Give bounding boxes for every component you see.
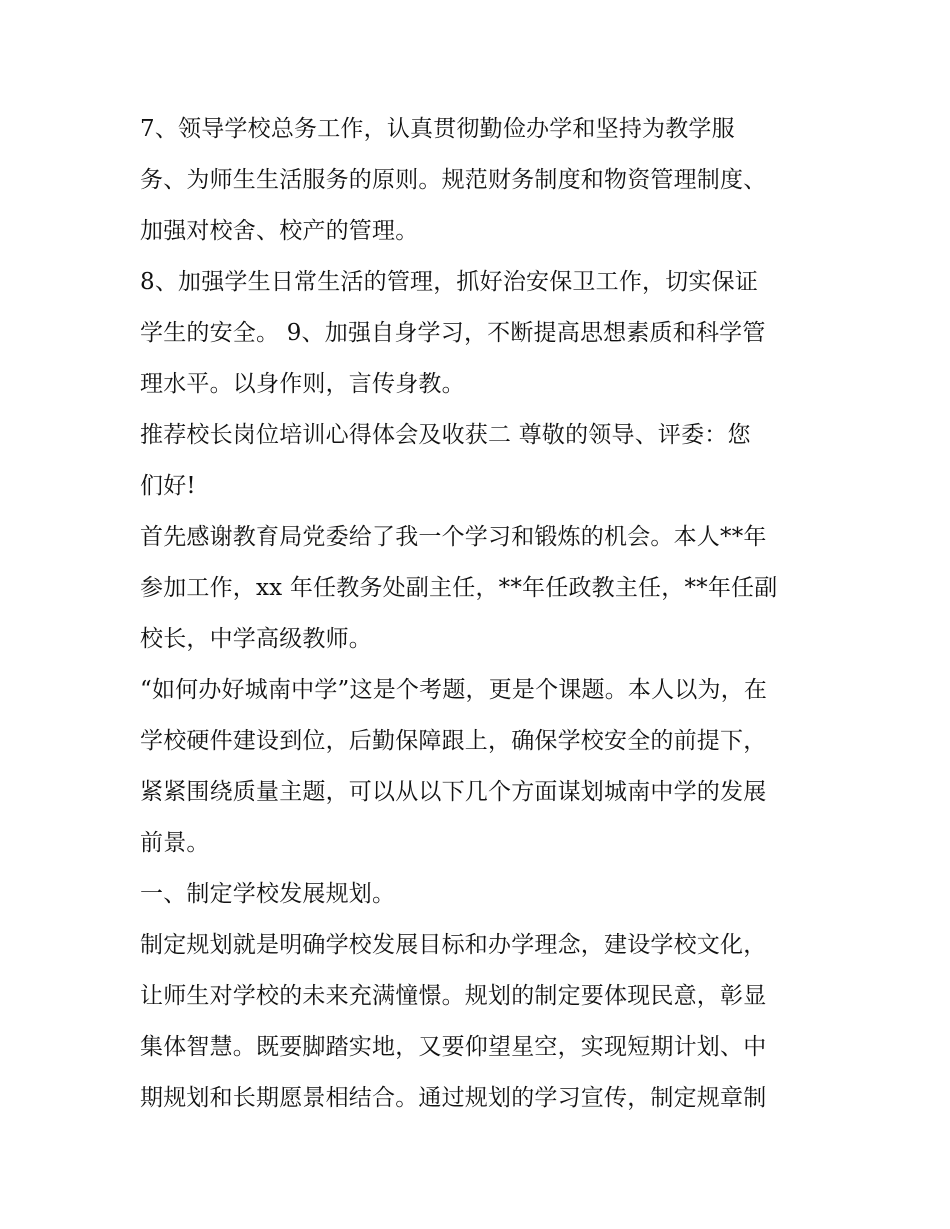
text-line: 务、为师生生活服务的原则。规范财务制度和物资管理制度、	[140, 167, 767, 193]
text-line: 学生的安全。 9、加强自身学习，不断提高思想素质和科学管	[140, 320, 766, 346]
text-line: 期规划和长期愿景相结合。通过规划的学习宣传，制定规章制	[140, 1085, 767, 1111]
text-line: 首先感谢教育局党委给了我一个学习和锻炼的机会。本人**年	[140, 524, 767, 550]
text-line: 制定规划就是明确学校发展目标和办学理念，建设学校文化，	[140, 932, 767, 958]
text-line: “如何办好城南中学”这是个考题，更是个课题。本人以为，在	[140, 677, 768, 703]
text-line: 参加工作，xx 年任教务处副主任，**年任政教主任，**年任副	[140, 575, 778, 601]
document-body	[140, 104, 820, 1124]
text-line: 集体智慧。既要脚踏实地，又要仰望星空，实现短期计划、中	[140, 1034, 767, 1060]
text-line: 校长，中学高级教师。	[140, 626, 372, 652]
text-line: 加强对校舍、校产的管理。	[140, 218, 419, 244]
text-line: 前景。	[140, 830, 210, 856]
text-line: 7、领导学校总务工作，认真贯彻勤俭办学和坚持为教学服	[140, 116, 735, 142]
text-line: 让师生对学校的未来充满憧憬。规划的制定要体现民意，彰显	[140, 983, 767, 1009]
text-line: 理水平。以身作则，言传身教。	[140, 371, 465, 397]
text-line: 们好!	[140, 473, 196, 499]
text-line: 学校硬件建设到位，后勤保障跟上，确保学校安全的前提下，	[140, 728, 767, 754]
section-heading: 一、制定学校发展规划。	[140, 881, 396, 907]
text-line: 紧紧围绕质量主题，可以从以下几个方面谋划城南中学的发展	[140, 779, 767, 805]
text-line: 推荐校长岗位培训心得体会及收获二 尊敬的领导、评委：您	[140, 422, 751, 448]
text-line: 8、加强学生日常生活的管理，抓好治安保卫工作，切实保证	[140, 269, 759, 295]
